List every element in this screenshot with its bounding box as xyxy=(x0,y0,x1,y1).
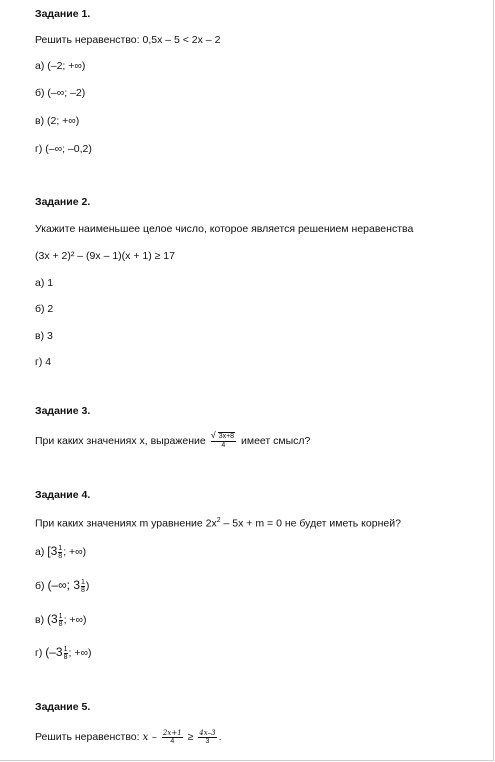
fraction-num: 4x–3 xyxy=(199,728,216,737)
task-1-option-b: б) (–∞; –2) xyxy=(35,87,86,99)
task-4-option-b xyxy=(35,576,89,595)
task-1-question: Решить неравенство: 0,5x – 5 < 2x – 2 xyxy=(35,34,221,46)
fraction-den: 8 xyxy=(58,620,63,628)
option-fraction xyxy=(59,613,63,628)
task-2-expression: (3x + 2)² – (9x – 1)(x + 1) ≥ 17 xyxy=(35,250,175,262)
option-fraction xyxy=(58,545,62,560)
fraction-num: 1 xyxy=(58,612,63,620)
fraction-num: 1 xyxy=(63,645,68,653)
task-5-fraction-2 xyxy=(198,729,216,746)
task-4-title: Задание 4. xyxy=(35,489,91,501)
task-5-question xyxy=(35,728,222,746)
fraction-den: 3 xyxy=(205,737,210,745)
task-5-question-prefix: Решить неравенство: xyxy=(35,731,140,743)
option-label: г) xyxy=(35,647,43,659)
task-4-option-a xyxy=(35,542,86,561)
option-label: б) xyxy=(35,580,45,592)
fraction-den: 8 xyxy=(58,552,63,560)
option-close: ; +∞) xyxy=(63,614,87,626)
task-2-question: Укажите наименьшее целое число, которое является решением неравенства xyxy=(35,223,414,235)
fraction-den: 8 xyxy=(63,653,68,661)
task-5-fraction-1 xyxy=(162,729,183,746)
task-4-question-sup: 2 xyxy=(216,517,221,524)
fraction-num: 1 xyxy=(81,578,85,586)
task-3-sqrt: √ 3x+8 xyxy=(218,432,235,441)
option-open: (–3 xyxy=(45,645,63,659)
task-4-option-d xyxy=(35,643,91,662)
task-3-question-suffix: имеет смысл? xyxy=(240,435,311,447)
option-label: а) xyxy=(35,546,45,558)
option-close: ) xyxy=(85,580,90,592)
task-5-title: Задание 5. xyxy=(35,701,91,713)
task-4-option-c xyxy=(35,610,87,629)
task-2-option-a: а) 1 xyxy=(35,277,54,289)
option-open: [3 xyxy=(47,544,58,558)
option-close: ; +∞) xyxy=(63,546,87,558)
task-1-option-d: г) (–∞; –0,2) xyxy=(35,143,92,155)
task-1-option-a: а) (–2; +∞) xyxy=(35,60,86,72)
task-1-option-c: в) (2; +∞) xyxy=(35,115,80,127)
task-3-question-prefix: При каких значениях x, выражение xyxy=(35,435,206,447)
task-5-relation: ≥ xyxy=(187,731,194,743)
task-2-option-d: г) 4 xyxy=(35,356,52,368)
task-5-lhs-var: x – xyxy=(142,731,157,743)
task-2-option-b: б) 2 xyxy=(35,303,54,315)
fraction-num: 1 xyxy=(58,544,63,552)
fraction-den: 4 xyxy=(170,737,175,745)
option-open: (3 xyxy=(47,612,58,626)
fraction-num: 2x+1 xyxy=(162,728,182,737)
option-label: в) xyxy=(35,614,45,626)
option-open: (–∞; 3 xyxy=(47,578,81,592)
task-1-title: Задание 1. xyxy=(35,8,91,20)
task-3-title: Задание 3. xyxy=(35,405,91,417)
option-fraction xyxy=(64,646,68,661)
task-2-option-c: в) 3 xyxy=(35,330,53,342)
task-4-question xyxy=(35,514,401,531)
option-close: ; +∞) xyxy=(68,647,92,659)
option-fraction xyxy=(81,579,85,594)
task-3-fraction xyxy=(211,432,236,450)
task-5-tail: . xyxy=(218,731,222,743)
task-3-question xyxy=(35,432,310,450)
task-4-question-prefix: При каких значениях m уравнение 2x xyxy=(35,517,217,530)
fraction-den: 8 xyxy=(81,586,85,594)
task-2-title: Задание 2. xyxy=(35,196,91,208)
task-3-fraction-den: 4 xyxy=(221,442,226,450)
task-4-question-suffix: – 5x + m = 0 не будет иметь корней? xyxy=(220,517,401,530)
